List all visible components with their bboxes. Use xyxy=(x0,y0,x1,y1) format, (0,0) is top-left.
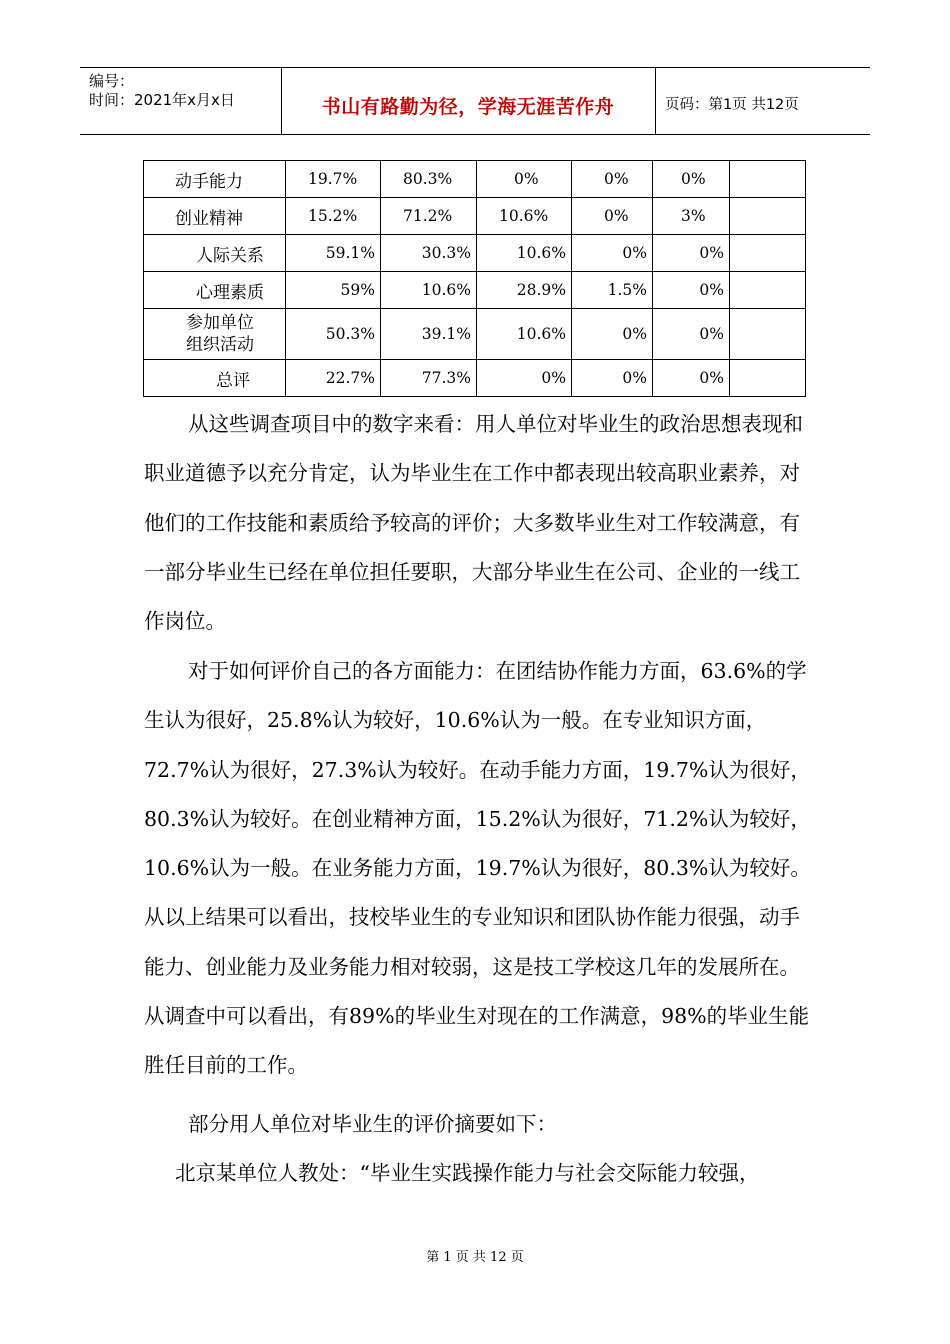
table-cell: 0% xyxy=(477,161,572,198)
header-motto: 书山有路勤为径，学海无涯苦作舟 xyxy=(321,96,615,118)
table-cell: 10.6% xyxy=(477,198,572,235)
page-footer: 第 1 页 共 12 页 xyxy=(426,1250,524,1265)
header-rule-bottom xyxy=(80,134,870,135)
table-cell xyxy=(730,360,806,397)
table-cell: 19.7% xyxy=(286,161,381,198)
table-cell xyxy=(730,309,806,360)
row-label: 人际关系 xyxy=(144,235,286,272)
header-divider xyxy=(655,67,656,135)
table-cell: 71.2% xyxy=(381,198,477,235)
table-row xyxy=(144,360,806,397)
table-cell: 15.2% xyxy=(286,198,381,235)
table-cell: 0% xyxy=(477,360,572,397)
document-number-label: 编号： xyxy=(89,72,135,90)
document-date: 时间：2021年x月x日 xyxy=(89,91,235,109)
table-cell: 10.6% xyxy=(477,309,572,360)
table-cell: 3% xyxy=(653,198,730,235)
table-cell: 0% xyxy=(653,161,730,198)
table-row xyxy=(144,272,806,309)
row-label: 创业精神 xyxy=(144,198,286,235)
table-cell xyxy=(730,235,806,272)
table-row xyxy=(144,309,806,360)
table-cell: 59% xyxy=(286,272,381,309)
table-cell: 0% xyxy=(572,198,653,235)
table-cell: 1.5% xyxy=(572,272,653,309)
paragraph-employer-intro: 部分用人单位对毕业生的评价摘要如下： xyxy=(188,1112,557,1136)
row-label: 动手能力 xyxy=(144,161,286,198)
table-cell: 0% xyxy=(653,360,730,397)
table-cell: 80.3% xyxy=(381,161,477,198)
table-cell: 50.3% xyxy=(286,309,381,360)
table-cell: 30.3% xyxy=(381,235,477,272)
table-cell: 59.1% xyxy=(286,235,381,272)
table-cell xyxy=(730,272,806,309)
table-cell: 22.7% xyxy=(286,360,381,397)
table-cell: 10.6% xyxy=(381,272,477,309)
table-cell: 77.3% xyxy=(381,360,477,397)
paragraph-survey-summary: 从这些调查项目中的数字来看：用人单位对毕业生的政治思想表现和职业道德予以充分肯定，认为毕业生在工作中都表现出较高职业素养，对他们的工作技能和素质给予较高的评价；大多数毕业生对工作较满意，有一部分毕业生已经在单位担任要职，大部分毕业生在公司、企业的一线工作岗位。 xyxy=(144,412,803,634)
table-cell: 0% xyxy=(572,235,653,272)
table-cell: 0% xyxy=(572,309,653,360)
table-cell xyxy=(730,161,806,198)
table-cell: 0% xyxy=(653,309,730,360)
table-row xyxy=(144,198,806,235)
table-cell: 0% xyxy=(572,161,653,198)
row-label: 总评 xyxy=(144,360,286,397)
table-cell: 39.1% xyxy=(381,309,477,360)
table-cell: 28.9% xyxy=(477,272,572,309)
table-row xyxy=(144,235,806,272)
paragraph-self-evaluation: 对于如何评价自己的各方面能力：在团结协作能力方面，63.6%的学生认为很好，25.8%认为较好，10.6%认为一般。在专业知识方面，72.7%认为很好，27.3%认为较好。在动手能力方面，19.7%认为很好，80.3%认为较好。在创业精神方面，15.2%认为很好，71.2%认为较好，10.6%认为一般。在业务能力方面，19.7%认为很好，80.3%认为较好。从以上结果可以看出，技校毕业生的专业知识和团队协作能力很强，动手能力、创业能力及业务能力相对较弱，这是技工学校这几年的发展所在。从调查中可以看出，有89%的毕业生对现在的工作满意，98%的毕业生能胜任目前的工作。 xyxy=(144,659,811,1078)
header-page-info: 页码：第1页 共12页 xyxy=(665,97,799,113)
row-label: 参加单位组织活动 xyxy=(144,309,286,360)
header-meta xyxy=(89,72,235,110)
table-cell: 0% xyxy=(572,360,653,397)
table-cell: 0% xyxy=(653,235,730,272)
table-cell xyxy=(730,198,806,235)
table-cell: 0% xyxy=(653,272,730,309)
evaluation-table xyxy=(143,160,806,397)
header-rule-top xyxy=(80,67,870,68)
paragraph-employer-quote: 北京某单位人教处：“毕业生实践操作能力与社会交际能力较强， xyxy=(175,1161,760,1185)
row-label: 心理素质 xyxy=(144,272,286,309)
table-cell: 10.6% xyxy=(477,235,572,272)
table-row xyxy=(144,161,806,198)
